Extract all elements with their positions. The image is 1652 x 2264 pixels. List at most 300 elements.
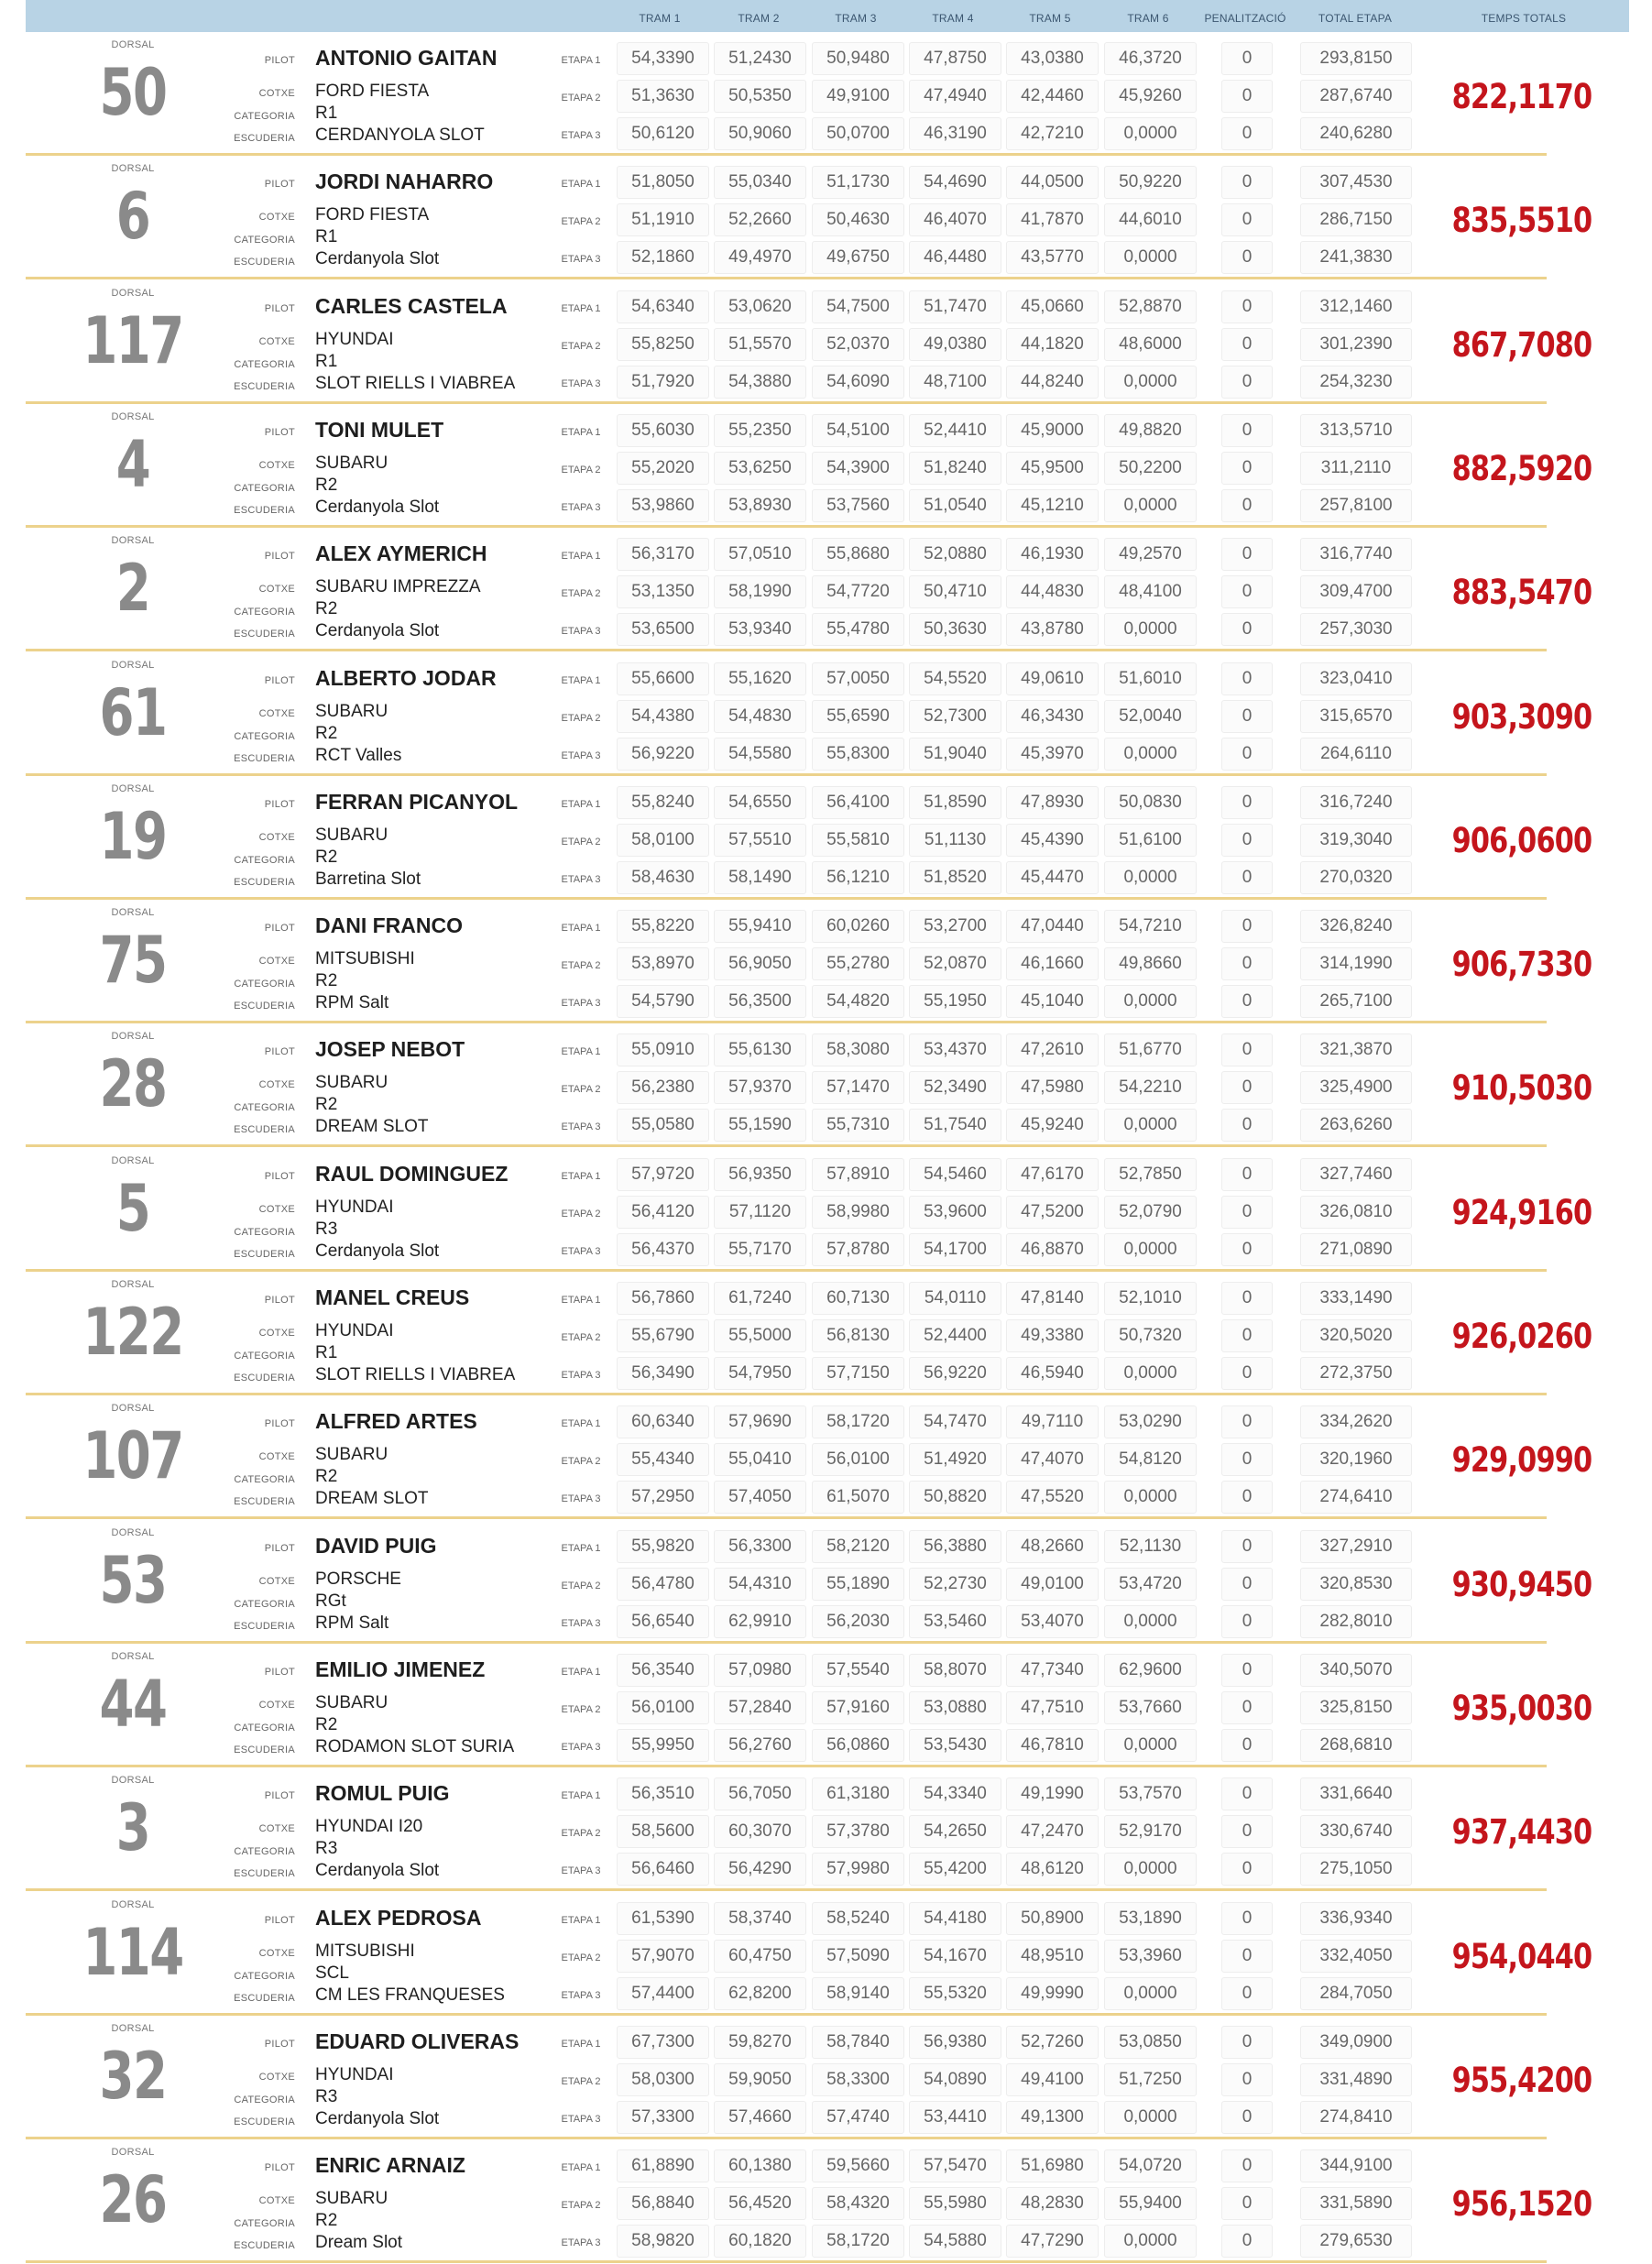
categoria-label: CATEGORIA [234, 979, 295, 990]
car-name: SUBARU [315, 453, 388, 473]
tram-time: 56,9050 [714, 947, 806, 980]
tram-time: 58,0300 [617, 2063, 709, 2096]
tram-time: 57,4050 [714, 1481, 806, 1514]
pilot-label: PILOT [264, 551, 295, 563]
tram-time: 53,7570 [1104, 1777, 1197, 1810]
dorsal-label: DORSAL [111, 39, 155, 50]
stage-total: 340,5070 [1300, 1654, 1412, 1687]
tram-time: 55,7170 [714, 1233, 806, 1266]
dorsal-number: 50 [99, 55, 167, 130]
tram-time: 56,0100 [617, 1691, 709, 1724]
etapa-label: ETAPA 1 [561, 1666, 601, 1678]
cotxe-label: COTXE [258, 1575, 295, 1587]
overall-total-time: 929,0990 [1451, 1440, 1592, 1481]
overall-total-time: 822,1170 [1451, 77, 1592, 116]
escuderia-label: ESCUDERIA [234, 1001, 295, 1012]
tram-time: 45,1210 [1006, 489, 1099, 522]
etapa-label: ETAPA 2 [561, 1703, 601, 1715]
escuderia-label: ESCUDERIA [234, 380, 295, 392]
tram-time: 50,9060 [714, 117, 806, 150]
cotxe-label: COTXE [258, 1947, 295, 1959]
etapa-label: ETAPA 3 [561, 1245, 601, 1257]
etapa-label: ETAPA 3 [561, 1617, 601, 1629]
escuderia-label: ESCUDERIA [234, 504, 295, 516]
tram-time: 58,9140 [812, 1977, 904, 2010]
tram-time: 58,4320 [812, 2187, 904, 2220]
stage-total: 320,1960 [1300, 1443, 1412, 1476]
tram-time: 60,3070 [714, 1815, 806, 1848]
team-name: RPM Salt [315, 1613, 389, 1633]
pilot-label: PILOT [264, 1666, 295, 1678]
etapa-label: ETAPA 2 [561, 1208, 601, 1219]
tram-time: 54,7210 [1104, 910, 1197, 943]
stage-total: 287,6740 [1300, 80, 1412, 113]
tram-time: 0,0000 [1104, 1233, 1197, 1266]
tram-time: 53,9600 [909, 1196, 1001, 1229]
tram-time: 45,3970 [1006, 738, 1099, 771]
dorsal-number: 26 [99, 2162, 167, 2238]
etapa-label: ETAPA 1 [561, 1914, 601, 1926]
tram-time: 52,7850 [1104, 1158, 1197, 1191]
tram-time: 48,2830 [1006, 2187, 1099, 2220]
team-name: DREAM SLOT [315, 1117, 429, 1137]
tram-time: 58,1990 [714, 575, 806, 608]
stage-total: 344,9100 [1300, 2149, 1412, 2182]
dorsal-number: 75 [99, 923, 167, 999]
penalty-value: 0 [1221, 1605, 1273, 1638]
dorsal-number: 3 [115, 1790, 150, 1866]
car-name: SUBARU IMPREZZA [315, 577, 481, 597]
tram-time: 43,8780 [1006, 613, 1099, 646]
tram-time: 0,0000 [1104, 489, 1197, 522]
etapa-label: ETAPA 1 [561, 426, 601, 438]
car-name: MITSUBISHI [315, 1941, 415, 1961]
column-header: TOTAL ETAPA [1318, 12, 1393, 25]
tram-time: 54,2210 [1104, 1071, 1197, 1104]
etapa-label: ETAPA 3 [561, 998, 601, 1010]
cotxe-label: COTXE [258, 956, 295, 968]
overall-total-time: 883,5470 [1451, 573, 1592, 613]
tram-time: 53,4410 [909, 2101, 1001, 2134]
tram-time: 54,4830 [714, 700, 806, 733]
tram-time: 45,0660 [1006, 290, 1099, 323]
penalty-value: 0 [1221, 203, 1273, 236]
stage-total: 313,5710 [1300, 414, 1412, 447]
tram-time: 0,0000 [1104, 1481, 1197, 1514]
penalty-value: 0 [1221, 2225, 1273, 2258]
tram-time: 0,0000 [1104, 1853, 1197, 1886]
penalty-value: 0 [1221, 452, 1273, 485]
tram-time: 60,7130 [812, 1282, 904, 1315]
tram-time: 0,0000 [1104, 2225, 1197, 2258]
tram-time: 55,4200 [909, 1853, 1001, 1886]
table-row [0, 653, 1652, 777]
team-name: DREAM SLOT [315, 1489, 429, 1509]
dorsal-label: DORSAL [111, 1031, 155, 1043]
tram-time: 52,3490 [909, 1071, 1001, 1104]
tram-time: 51,4920 [909, 1443, 1001, 1476]
tram-time: 0,0000 [1104, 1977, 1197, 2010]
tram-time: 55,9410 [714, 910, 806, 943]
penalty-value: 0 [1221, 1158, 1273, 1191]
tram-time: 53,0620 [714, 290, 806, 323]
penalty-value: 0 [1221, 489, 1273, 522]
car-name: SUBARU [315, 1445, 388, 1465]
category-value: R2 [315, 1095, 338, 1115]
tram-time: 51,9040 [909, 738, 1001, 771]
tram-time: 55,4780 [812, 613, 904, 646]
etapa-label: ETAPA 3 [561, 1493, 601, 1505]
penalty-value: 0 [1221, 1282, 1273, 1315]
tram-time: 0,0000 [1104, 117, 1197, 150]
tram-time: 55,2020 [617, 452, 709, 485]
tram-time: 52,0370 [812, 328, 904, 361]
tram-time: 45,9500 [1006, 452, 1099, 485]
pilot-name: DANI FRANCO [315, 913, 463, 938]
row-divider [26, 525, 1547, 528]
tram-time: 57,0980 [714, 1654, 806, 1687]
stage-total: 326,8240 [1300, 910, 1412, 943]
tram-time: 54,4180 [909, 1902, 1001, 1935]
dorsal-label: DORSAL [111, 1279, 155, 1290]
tram-time: 53,6250 [714, 452, 806, 485]
tram-time: 0,0000 [1104, 1605, 1197, 1638]
dorsal-number: 4 [115, 426, 150, 502]
tram-time: 62,8200 [714, 1977, 806, 2010]
tram-time: 50,4630 [812, 203, 904, 236]
etapa-label: ETAPA 1 [561, 798, 601, 810]
tram-time: 46,3720 [1104, 42, 1197, 75]
row-divider [26, 1021, 1547, 1023]
stage-total: 272,3750 [1300, 1357, 1412, 1390]
tram-time: 57,4660 [714, 2101, 806, 2134]
tram-time: 53,2700 [909, 910, 1001, 943]
tram-time: 53,0880 [909, 1691, 1001, 1724]
tram-time: 56,1210 [812, 861, 904, 894]
table-row [0, 529, 1652, 652]
tram-time: 51,8050 [617, 166, 709, 199]
car-name: SUBARU [315, 1692, 388, 1712]
tram-time: 59,8270 [714, 2026, 806, 2059]
tram-time: 53,5430 [909, 1729, 1001, 1762]
tram-time: 58,3300 [812, 2063, 904, 2096]
column-header: TRAM 1 [639, 12, 681, 25]
penalty-value: 0 [1221, 1902, 1273, 1935]
tram-time: 49,0100 [1006, 1568, 1099, 1601]
category-value: R2 [315, 1467, 338, 1487]
column-header: TRAM 4 [932, 12, 974, 25]
penalty-value: 0 [1221, 2101, 1273, 2134]
stage-total: 257,3030 [1300, 613, 1412, 646]
cotxe-label: COTXE [258, 459, 295, 471]
tram-time: 47,8930 [1006, 786, 1099, 819]
tram-time: 47,5520 [1006, 1481, 1099, 1514]
tram-time: 47,5980 [1006, 1071, 1099, 1104]
etapa-label: ETAPA 1 [561, 179, 601, 191]
tram-time: 49,8820 [1104, 414, 1197, 447]
row-divider [26, 2137, 1547, 2139]
escuderia-label: ESCUDERIA [234, 1620, 295, 1632]
tram-time: 56,0100 [812, 1443, 904, 1476]
tram-time: 51,5570 [714, 328, 806, 361]
tram-time: 56,3510 [617, 1777, 709, 1810]
tram-time: 52,0790 [1104, 1196, 1197, 1229]
tram-time: 54,2650 [909, 1815, 1001, 1848]
penalty-value: 0 [1221, 42, 1273, 75]
dorsal-label: DORSAL [111, 1898, 155, 1910]
tram-time: 44,4830 [1006, 575, 1099, 608]
row-divider [26, 1144, 1547, 1147]
cotxe-label: COTXE [258, 88, 295, 99]
tram-time: 55,6130 [714, 1034, 806, 1066]
tram-time: 57,4400 [617, 1977, 709, 2010]
stage-total: 263,6260 [1300, 1109, 1412, 1142]
tram-time: 57,9690 [714, 1405, 806, 1438]
penalty-value: 0 [1221, 2149, 1273, 2182]
stage-total: 323,0410 [1300, 662, 1412, 695]
tram-time: 51,7540 [909, 1109, 1001, 1142]
car-name: HYUNDAI I20 [315, 1817, 423, 1837]
dorsal-number: 114 [82, 1914, 183, 1990]
tram-time: 51,1730 [812, 166, 904, 199]
car-name: SUBARU [315, 1073, 388, 1093]
etapa-label: ETAPA 3 [561, 130, 601, 141]
tram-time: 58,1720 [812, 2225, 904, 2258]
cotxe-label: COTXE [258, 1699, 295, 1711]
etapa-label: ETAPA 3 [561, 1741, 601, 1753]
tram-time: 49,9990 [1006, 1977, 1099, 2010]
tram-time: 45,1040 [1006, 985, 1099, 1018]
tram-time: 50,5350 [714, 80, 806, 113]
pilot-label: PILOT [264, 302, 295, 314]
penalty-value: 0 [1221, 2187, 1273, 2220]
etapa-label: ETAPA 2 [561, 93, 601, 104]
tram-time: 55,5810 [812, 824, 904, 857]
penalty-value: 0 [1221, 1233, 1273, 1266]
tram-time: 53,8930 [714, 489, 806, 522]
column-header: TRAM 3 [835, 12, 877, 25]
categoria-label: CATEGORIA [234, 1474, 295, 1486]
pilot-label: PILOT [264, 1295, 295, 1306]
dorsal-label: DORSAL [111, 907, 155, 919]
dorsal-number: 28 [99, 1046, 167, 1122]
tram-time: 54,6550 [714, 786, 806, 819]
cotxe-label: COTXE [258, 831, 295, 843]
stage-total: 268,6810 [1300, 1729, 1412, 1762]
tram-time: 47,4070 [1006, 1443, 1099, 1476]
tram-time: 54,1670 [909, 1940, 1001, 1973]
tram-time: 51,7470 [909, 290, 1001, 323]
tram-time: 0,0000 [1104, 613, 1197, 646]
tram-time: 49,1990 [1006, 1777, 1099, 1810]
tram-time: 45,9240 [1006, 1109, 1099, 1142]
stage-total: 279,6530 [1300, 2225, 1412, 2258]
pilot-label: PILOT [264, 2038, 295, 2050]
table-row [0, 2017, 1652, 2140]
row-divider [26, 153, 1547, 156]
stage-total: 325,8150 [1300, 1691, 1412, 1724]
team-name: SLOT RIELLS I VIABREA [315, 373, 516, 393]
column-header: TRAM 2 [738, 12, 780, 25]
dorsal-label: DORSAL [111, 1650, 155, 1662]
penalty-value: 0 [1221, 1071, 1273, 1104]
row-divider [26, 2013, 1547, 2016]
tram-time: 55,7310 [812, 1109, 904, 1142]
tram-time: 61,8890 [617, 2149, 709, 2182]
tram-time: 54,5880 [909, 2225, 1001, 2258]
tram-time: 55,6030 [617, 414, 709, 447]
tram-time: 54,5520 [909, 662, 1001, 695]
tram-time: 60,6340 [617, 1405, 709, 1438]
stage-total: 349,0900 [1300, 2026, 1412, 2059]
penalty-value: 0 [1221, 1481, 1273, 1514]
escuderia-label: ESCUDERIA [234, 1496, 295, 1508]
stage-total: 319,3040 [1300, 824, 1412, 857]
stage-total: 270,0320 [1300, 861, 1412, 894]
stage-total: 314,1990 [1300, 947, 1412, 980]
tram-time: 52,8870 [1104, 290, 1197, 323]
tram-time: 49,4100 [1006, 2063, 1099, 2096]
tram-time: 67,7300 [617, 2026, 709, 2059]
category-value: R2 [315, 475, 338, 495]
penalty-value: 0 [1221, 613, 1273, 646]
tram-time: 53,4720 [1104, 1568, 1197, 1601]
tram-time: 44,6010 [1104, 203, 1197, 236]
team-name: RODAMON SLOT SURIA [315, 1736, 515, 1756]
tram-time: 56,9220 [909, 1357, 1001, 1390]
dorsal-label: DORSAL [111, 2022, 155, 2034]
tram-time: 56,8130 [812, 1319, 904, 1352]
tram-time: 53,8970 [617, 947, 709, 980]
team-name: Cerdanyola Slot [315, 621, 440, 641]
dorsal-number: 122 [82, 1295, 183, 1370]
row-divider [26, 1765, 1547, 1767]
column-header: PENALITZACIÓ [1204, 12, 1286, 25]
tram-time: 52,7300 [909, 700, 1001, 733]
tram-time: 55,8240 [617, 786, 709, 819]
penalty-value: 0 [1221, 290, 1273, 323]
pilot-name: JOSEP NEBOT [315, 1037, 465, 1062]
car-name: FORD FIESTA [315, 205, 430, 225]
team-name: Cerdanyola Slot [315, 497, 440, 517]
team-name: RCT Valles [315, 745, 402, 765]
overall-total-time: 930,9450 [1451, 1564, 1592, 1604]
tram-time: 50,8900 [1006, 1902, 1099, 1935]
tram-time: 48,9510 [1006, 1940, 1099, 1973]
etapa-label: ETAPA 2 [561, 1332, 601, 1343]
tram-time: 50,9480 [812, 42, 904, 75]
overall-total-time: 906,7330 [1451, 945, 1592, 985]
tram-time: 52,9170 [1104, 1815, 1197, 1848]
pilot-label: PILOT [264, 55, 295, 66]
car-name: SUBARU [315, 2189, 388, 2209]
penalty-value: 0 [1221, 117, 1273, 150]
escuderia-label: ESCUDERIA [234, 1868, 295, 1880]
dorsal-number: 61 [99, 674, 167, 750]
tram-time: 47,4940 [909, 80, 1001, 113]
row-divider [26, 773, 1547, 776]
tram-time: 48,6120 [1006, 1853, 1099, 1886]
table-row [0, 2140, 1652, 2264]
tram-time: 50,3630 [909, 613, 1001, 646]
tram-time: 57,5470 [909, 2149, 1001, 2182]
tram-time: 55,6790 [617, 1319, 709, 1352]
tram-time: 45,4470 [1006, 861, 1099, 894]
tram-time: 56,3880 [909, 1530, 1001, 1563]
etapa-label: ETAPA 3 [561, 626, 601, 638]
penalty-value: 0 [1221, 1109, 1273, 1142]
tram-time: 54,1700 [909, 1233, 1001, 1266]
etapa-label: ETAPA 1 [561, 1170, 601, 1182]
tram-time: 53,1350 [617, 575, 709, 608]
etapa-label: ETAPA 3 [561, 873, 601, 885]
overall-total-time: 924,9160 [1451, 1192, 1592, 1232]
car-name: HYUNDAI [315, 2064, 394, 2084]
penalty-value: 0 [1221, 1815, 1273, 1848]
etapa-label: ETAPA 1 [561, 1046, 601, 1058]
tram-time: 0,0000 [1104, 738, 1197, 771]
tram-time: 57,3300 [617, 2101, 709, 2134]
penalty-value: 0 [1221, 662, 1273, 695]
pilot-label: PILOT [264, 1914, 295, 1926]
tram-time: 56,4520 [714, 2187, 806, 2220]
tram-time: 53,0850 [1104, 2026, 1197, 2059]
pilot-name: ALFRED ARTES [315, 1409, 477, 1434]
tram-time: 51,2430 [714, 42, 806, 75]
pilot-label: PILOT [264, 426, 295, 438]
stage-total: 274,6410 [1300, 1481, 1412, 1514]
tram-time: 55,1890 [812, 1568, 904, 1601]
etapa-label: ETAPA 3 [561, 1121, 601, 1133]
penalty-value: 0 [1221, 1034, 1273, 1066]
category-value: R2 [315, 599, 338, 619]
penalty-value: 0 [1221, 1777, 1273, 1810]
table-row [0, 1273, 1652, 1396]
tram-time: 56,3300 [714, 1530, 806, 1563]
tram-time: 55,0580 [617, 1109, 709, 1142]
tram-time: 56,3500 [714, 985, 806, 1018]
tram-time: 54,3880 [714, 366, 806, 399]
penalty-value: 0 [1221, 1568, 1273, 1601]
tram-time: 53,7560 [812, 489, 904, 522]
penalty-value: 0 [1221, 1853, 1273, 1886]
etapa-label: ETAPA 1 [561, 551, 601, 563]
pilot-name: ENRIC ARNAIZ [315, 2153, 465, 2178]
dorsal-number: 107 [82, 1418, 183, 1494]
tram-time: 62,9910 [714, 1605, 806, 1638]
tram-time: 55,5980 [909, 2187, 1001, 2220]
tram-time: 57,1120 [714, 1196, 806, 1229]
penalty-value: 0 [1221, 985, 1273, 1018]
penalty-value: 0 [1221, 1729, 1273, 1762]
penalty-value: 0 [1221, 861, 1273, 894]
tram-time: 54,4380 [617, 700, 709, 733]
tram-time: 53,0290 [1104, 1405, 1197, 1438]
tram-time: 51,8240 [909, 452, 1001, 485]
tram-time: 59,9050 [714, 2063, 806, 2096]
table-row [0, 281, 1652, 405]
cotxe-label: COTXE [258, 1328, 295, 1339]
tram-time: 56,3540 [617, 1654, 709, 1687]
stage-total: 331,4890 [1300, 2063, 1412, 2096]
dorsal-label: DORSAL [111, 535, 155, 547]
tram-time: 51,8520 [909, 861, 1001, 894]
etapa-label: ETAPA 3 [561, 501, 601, 513]
tram-time: 57,0510 [714, 538, 806, 571]
team-name: Cerdanyola Slot [315, 2108, 440, 2128]
stage-total: 309,4700 [1300, 575, 1412, 608]
stage-total: 301,2390 [1300, 328, 1412, 361]
